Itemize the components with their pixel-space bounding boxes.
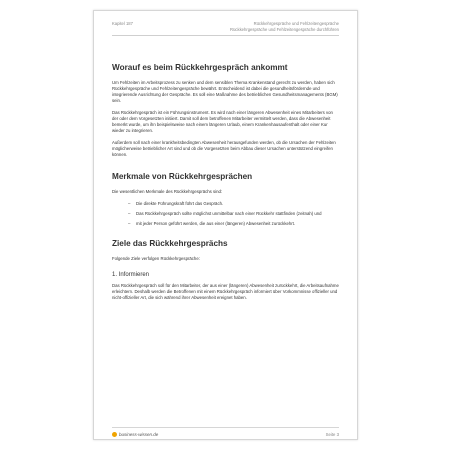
- page-content: [112, 63, 339, 307]
- sub-heading: 1. Informieren: [112, 272, 150, 278]
- page-number: Seite 3: [325, 432, 339, 437]
- footer-logo: [112, 432, 158, 437]
- paragraph: Die wesentlichen Merkmale des Rückkehrgesprächs sind:: [112, 189, 223, 194]
- paragraph: Folgende Ziele verfolgen Rückkehrgespräche:: [112, 256, 200, 261]
- logo-dot-icon: [112, 432, 117, 437]
- document-page: [93, 10, 358, 440]
- section-heading-3: Ziele das Rückkehrgesprächs: [112, 239, 228, 248]
- paragraph: Außerdem soll nach einer krankheitsbedingten Abwesenheit herausgefunden werden, ob die Ursachen der Fehlzeiten möglicherweise betrieblicher Art sind und ob die Vorgesetzten beim Abbau dieser Ursachen unterstützend eingreifen können.: [112, 140, 336, 157]
- section-heading-2: Merkmale von Rückkehrgesprächen: [112, 172, 253, 181]
- list-item: – mit jeder Person geführt werden, die aus einer (längeren) Abwesenheit zurückkehrt.: [128, 221, 296, 226]
- section-heading-1: Worauf es beim Rückkehrgespräch ankommt: [112, 63, 288, 72]
- header-title-line2: Rückkehrgespräche und Fehlzeitengespräche durchführen: [230, 26, 339, 32]
- paragraph: Das Rückkehrgespräch soll für den Mitarbeiter, der aus einer (längeren) Abwesenheit zurückkehrt, die Arbeitsaufnahme erleichtern. Deshalb werden die Betroffenen mit einem Rückkehrgespräch informiert über Vorkommnisse offizieller und nicht-offizieller Art, die sich während ihrer Abwesenheit ereignet haben.: [112, 283, 339, 300]
- dash-bullet: –: [128, 201, 131, 206]
- footer-divider: [112, 427, 339, 428]
- dash-bullet: –: [128, 211, 131, 216]
- header-divider: [112, 35, 339, 36]
- list-item: – Das Rückkehrgespräch sollte möglichst unmittelbar nach einer Rückkehr stattfinden (zeitnah) und: [128, 211, 322, 216]
- logo-text: business-wissen.de: [119, 432, 159, 437]
- feature-list: [128, 201, 339, 227]
- paragraph: Das Rückkehrgespräch ist ein Führungsinstrument. Es wird nach einer längeren Abwesenheit eines Mitarbeiters von der oder dem Vorgesetzten initiiert. Damit soll dem betroffenen Mitarbeiter vermittelt werden, dass die Abwesenheit bemerkt wurde, um ihn beispielsweise nach einem längeren Urlaub, einem Krankenhausaufenthalt oder einer Kur wieder zu integrieren.: [112, 110, 333, 133]
- header-chapter: Kapitel 187: [112, 21, 133, 26]
- list-item: – Die direkte Führungskraft führt das Gespräch.: [128, 201, 224, 206]
- header-title: [230, 21, 339, 32]
- dash-bullet: –: [128, 221, 131, 226]
- paragraph: Um Fehlzeiten im Arbeitsprozess zu senken und dem sensiblen Thema Krankenstand gerecht zu werden, haben sich Rückkehrgespräche und Fehlzeitengespräche bewährt. Entscheidend ist dabei die gesundheitsfördernde und integrierende Ausrichtung der Gespräche. Es soll eine Maßnahme des betrieblichen Gesundheitsmanagements (BGM) sein.: [112, 80, 338, 103]
- header-title-line1: Rückkehrgespräche und Fehlzeitengespräche: [253, 21, 339, 26]
